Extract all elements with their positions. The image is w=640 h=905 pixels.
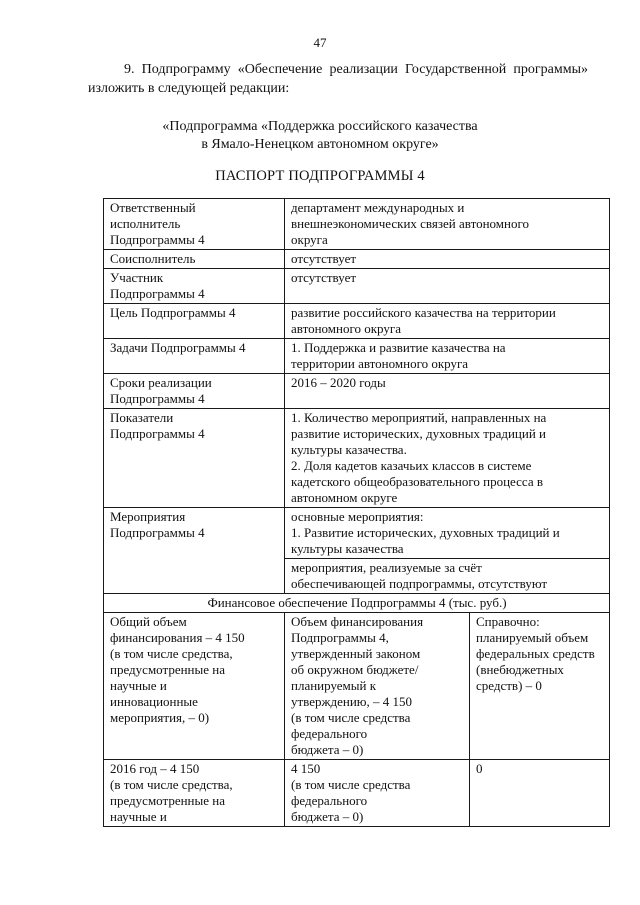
table-row (104, 760, 610, 827)
table-row (104, 304, 610, 339)
value-line: внешнеэкономических связей автономного (291, 216, 529, 231)
cell-line: 4 150 (291, 761, 321, 776)
row-value-participant (285, 269, 610, 304)
label-line: Подпрограммы 4 (110, 232, 205, 247)
row-value-tasks (285, 339, 610, 374)
cell-line: утверждению, – 4 150 (291, 694, 413, 709)
cell-line: (в том числе средства, (110, 777, 233, 792)
table-row (104, 250, 610, 269)
table-row (104, 199, 610, 250)
row-value-goal (285, 304, 610, 339)
label-line: Подпрограммы 4 (110, 525, 205, 540)
value-line: развитие исторических, духовных традиций и (291, 426, 546, 441)
label-line: исполнитель (110, 216, 181, 231)
value-line: 1. Поддержка и развитие казачества на (291, 340, 506, 355)
table-row (104, 594, 610, 613)
label-line: Подпрограммы 4 (110, 286, 205, 301)
value-line: округа (291, 232, 328, 247)
cell-line: (внебюджетных (476, 662, 564, 677)
row-label-co-executor (104, 250, 285, 269)
value-line: развитие российского казачества на территории (291, 305, 556, 320)
label-line: Цель Подпрограммы 4 (110, 305, 236, 320)
cell-line: (в том числе средства (291, 777, 411, 792)
intro-line-1: 9. Подпрограмму «Обеспечение реализации Государственной программы» (124, 62, 588, 77)
label-line: Подпрограммы 4 (110, 391, 205, 406)
value-line: культуры казачества. (291, 442, 407, 457)
cell-line: Подпрограммы 4, (291, 630, 389, 645)
label-line: Задачи Подпрограммы 4 (110, 340, 246, 355)
subprogram-title-line-2: в Ямало-Ненецком автономном округе» (201, 137, 439, 152)
cell-line: бюджета – 0) (291, 742, 364, 757)
cell-line: планируемый объем (476, 630, 589, 645)
cell-line: средств) – 0 (476, 678, 542, 693)
row-label-participant (104, 269, 285, 304)
value-line: культуры казачества (291, 541, 404, 556)
cell-line: (в том числе средства, (110, 646, 233, 661)
cell-line: планируемый к (291, 678, 377, 693)
cell-line: научные и (110, 809, 167, 824)
cell-line: финансирования – 4 150 (110, 630, 245, 645)
label-line: Участник (110, 270, 164, 285)
table-row (104, 269, 610, 304)
cell-line: 0 (476, 761, 483, 776)
value-line: 1. Развитие исторических, духовных традиций и (291, 525, 560, 540)
cell-line: мероприятия, – 0) (110, 710, 210, 725)
cell-line: научные и (110, 678, 167, 693)
value-line: мероприятия, реализуемые за счёт (291, 560, 482, 575)
value-line: отсутствует (291, 251, 357, 266)
row-label-indicators (104, 409, 285, 508)
cell-line: федеральных средств (476, 646, 595, 661)
value-line: обеспечивающей подпрограммы, отсутствуют (291, 576, 548, 591)
value-line: отсутствует (291, 270, 357, 285)
row-value-executor (285, 199, 610, 250)
activities-extra (285, 558, 609, 592)
row-label-goal (104, 304, 285, 339)
intro-paragraph (88, 60, 588, 98)
cell-line: утвержденный законом (291, 646, 421, 661)
label-line: Соисполнитель (110, 251, 196, 266)
value-line: 2016 – 2020 годы (291, 375, 386, 390)
value-line: 1. Количество мероприятий, направленных на (291, 410, 547, 425)
cell-line: бюджета – 0) (291, 809, 364, 824)
label-line: Ответственный (110, 200, 196, 215)
finance-2016-col2 (285, 760, 470, 827)
label-line: Подпрограммы 4 (110, 426, 205, 441)
row-label-tasks (104, 339, 285, 374)
row-label-executor (104, 199, 285, 250)
cell-line: об окружном бюджете/ (291, 662, 419, 677)
finance-total-col1 (104, 613, 285, 760)
finance-total-col2 (285, 613, 470, 760)
row-value-activities (285, 508, 610, 594)
table-row (104, 409, 610, 508)
subprogram-title-line-1: «Подпрограмма «Поддержка российского казачества (162, 119, 478, 134)
cell-line: предусмотренные на (110, 662, 226, 677)
cell-line: федерального (291, 726, 368, 741)
finance-2016-col3 (470, 760, 610, 827)
intro-line-2: изложить в следующей редакции: (88, 81, 290, 96)
passport-title: ПАСПОРТ ПОДПРОГРАММЫ 4 (215, 168, 425, 184)
value-line: кадетского общеобразовательного процесса в (291, 474, 543, 489)
row-label-activities (104, 508, 285, 594)
cell-line: федерального (291, 793, 368, 808)
row-value-terms (285, 374, 610, 409)
value-line: департамент международных и (291, 200, 465, 215)
cell-line: (в том числе средства (291, 710, 411, 725)
cell-line: предусмотренные на (110, 793, 226, 808)
table-row (104, 339, 610, 374)
value-line: автономного округа (291, 321, 401, 336)
value-line: автономном округе (291, 490, 398, 505)
finance-total-col3 (470, 613, 610, 760)
label-line: Сроки реализации (110, 375, 212, 390)
cell-line: Общий объем (110, 614, 187, 629)
value-line: 2. Доля кадетов казачьих классов в системе (291, 458, 532, 473)
row-value-co-executor (285, 250, 610, 269)
table-row (104, 508, 610, 594)
row-label-terms (104, 374, 285, 409)
table-row (104, 613, 610, 760)
cell-line: Объем финансирования (291, 614, 424, 629)
page-number: 47 (313, 35, 327, 50)
label-line: Показатели (110, 410, 174, 425)
value-line: основные мероприятия: (291, 509, 424, 524)
passport-table (103, 198, 610, 827)
label-line: Мероприятия (110, 509, 186, 524)
finance-header: Финансовое обеспечение Подпрограммы 4 (тыс. руб.) (104, 594, 610, 613)
cell-line: 2016 год – 4 150 (110, 761, 200, 776)
cell-line: инновационные (110, 694, 198, 709)
cell-line: Справочно: (476, 614, 540, 629)
row-value-indicators (285, 409, 610, 508)
subprogram-title (0, 118, 640, 154)
table-row (104, 374, 610, 409)
value-line: территории автономного округа (291, 356, 469, 371)
finance-2016-col1 (104, 760, 285, 827)
